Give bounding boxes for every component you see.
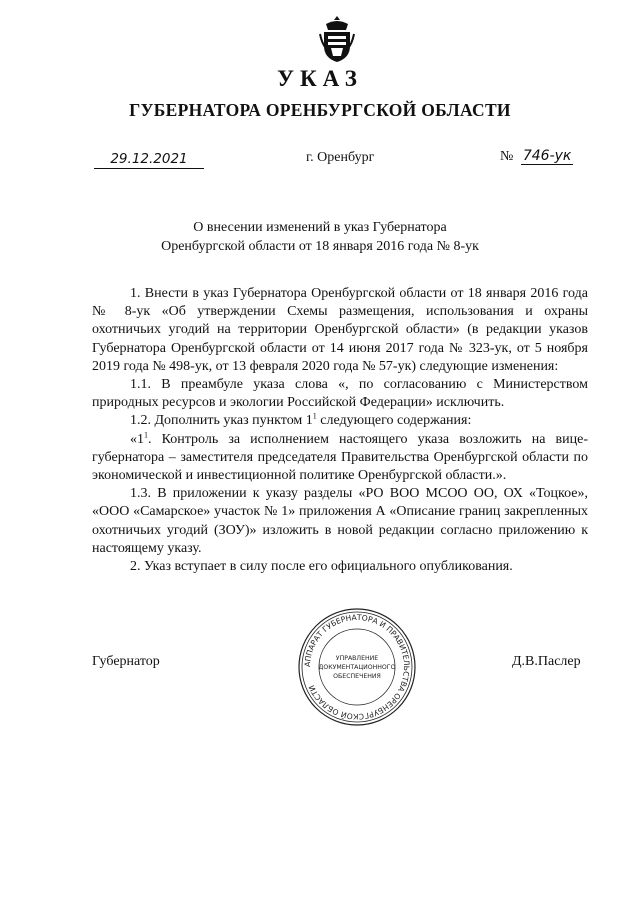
document-subject	[0, 218, 640, 256]
paragraph-quote	[92, 431, 588, 486]
stamp-line-3: ОБЕСПЕЧЕНИЯ	[333, 673, 381, 680]
paragraph-1-2-text: 1.2. Дополнить указ пунктом 1	[130, 413, 313, 429]
paragraph-2: 2. Указ вступает в силу после его официального опубликования.	[130, 559, 513, 575]
paragraph-quote-text: . Контроль за исполнением настоящего указа возложить на вице-губернатора – заместителя председателя Правительства Оренбургской области по экономической и инвестиционной политике Оренбургской области.».	[92, 431, 588, 484]
paragraph-1-1: 1.1. В преамбуле указа слова «, по согласованию с Министерством природных ресурсов и экологии Российской Федерации» исключить.	[92, 377, 588, 411]
stamp-ring-text: АППАРАТ ГУБЕРНАТОРА И ПРАВИТЕЛЬСТВА ОРЕНБУРГСКОЙ ОБЛАСТИ	[302, 612, 412, 722]
signatory-name: Д.В.Паслер	[512, 654, 581, 669]
number-value: 746-ук	[522, 148, 572, 164]
document-number	[500, 148, 573, 165]
coat-of-arms-emblem	[318, 14, 356, 64]
signatory-position: Губернатор	[92, 654, 160, 669]
official-stamp	[296, 606, 418, 728]
stamp-line-1: УПРАВЛЕНИЕ	[335, 655, 379, 662]
document-body	[92, 285, 588, 576]
stamp-line-2: ДОКУМЕНТАЦИОННОГО	[318, 664, 396, 671]
number-prefix: №	[500, 149, 514, 164]
subject-line-1: О внесении изменений в указ Губернатора	[193, 220, 447, 235]
document-city: г. Оренбург	[306, 150, 375, 165]
paragraph-1-2	[92, 412, 588, 430]
document-title: УКАЗ	[277, 66, 363, 91]
subject-line-2: Оренбургской области от 18 января 2016 года № 8-ук	[161, 239, 479, 254]
superscript: 1	[144, 429, 148, 439]
paragraph-1-3: 1.3. В приложении к указу разделы «РО ВОО МСОО ОО, ОХ «Тоцкое», «ООО «Самарское» участок № 1» приложения А «Описание границ закрепленных охотничьих угодий (ЗОУ)» изложить в новой редакции согласно приложению к настоящему указу.	[92, 486, 588, 556]
superscript: 1	[312, 411, 317, 421]
paragraph-quote-start: «1	[130, 431, 144, 447]
document-date: 29.12.2021	[94, 150, 204, 169]
issuer-title: ГУБЕРНАТОРА ОРЕНБУРГСКОЙ ОБЛАСТИ	[129, 100, 511, 120]
paragraph-1: 1. Внести в указ Губернатора Оренбургской области от 18 января 2016 года № 8-ук «Об утверждении Схемы размещения, использования и охраны охотничьих угодий на территории Оренбургской области» (в редакции указов Губернатора Оренбургской области от 14 июня 2017 года № 323-ук, от 5 ноября 2019 года № 498-ук, от 13 февраля 2020 года № 57-ук) следующие изменения:	[92, 286, 588, 374]
paragraph-1-2-tail: следующего содержания:	[316, 413, 472, 429]
